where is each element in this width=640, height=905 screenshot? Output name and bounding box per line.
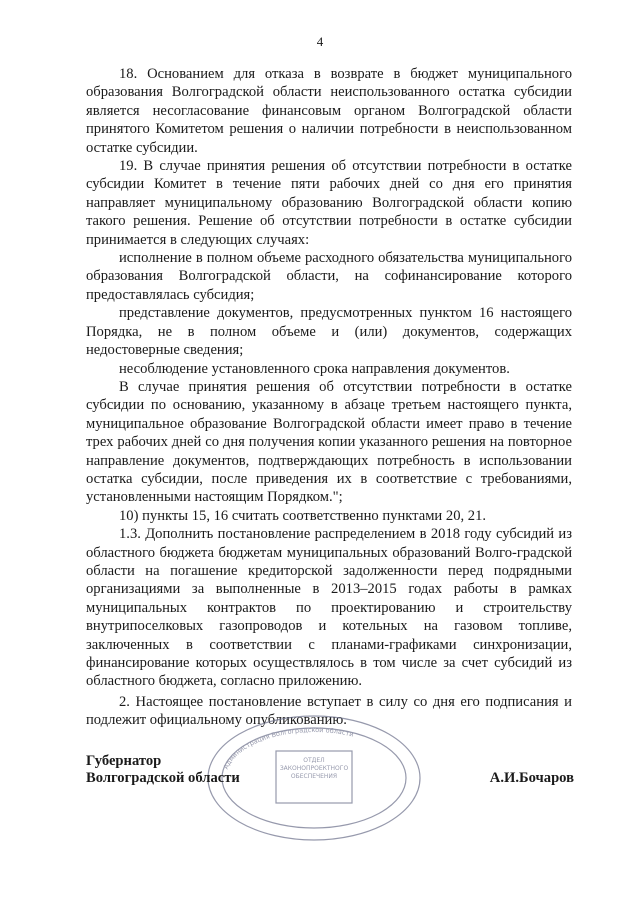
paragraph-19-case-1: исполнение в полном объеме расходного обязательства муниципального образования Волгоградской области, на софинансирование которого предоставлялась субсидия;	[86, 250, 572, 303]
paragraph-19-resubmission: В случае принятия решения об отсутствии потребности в остатке субсидии по основанию, указанному в абзаце третьем настоящего пункта, муниципальное образование Волгоградской области имеет право в течение трех рабочих дней со дня получения копии указанного решения на повторное направление документов, подтверждающих потребность в использовании остатка субсидии, после приведения их в соответствие с требованиями, установленными настоящим Порядком.";	[86, 378, 572, 506]
page-number: 4	[316, 34, 324, 49]
stamp-inner-text: ОТДЕЛ ЗАКОНОПРОЕКТНОГО ОБЕСПЕЧЕНИЯ	[279, 757, 349, 780]
signatory-title	[86, 753, 240, 787]
paragraph-1-3: 1.3. Дополнить постановление распределением в 2018 году субсидий из областного бюджета бюджетам муниципальных образований Волго-градской области на погашение кредиторской задолженности перед подрядными организациями за выполненные в 2013–2015 годах работы в рамках муниципальных контрактов по проектированию и строительству внутрипоселковых газопроводов и котельных на газовом топливе, заключенных в соответствии с планами-графиками синхронизации, финансирование которых осуществлялось в том числе за счет субсидий из областного бюджета, согласно приложению.	[86, 526, 572, 690]
paragraph-19: 19. В случае принятия решения об отсутствии потребности в остатке субсидии Комитет в течение пяти рабочих дней со дня его принятия направляет муниципальному образованию Волгоградской области копию такого решения. Решение об отсутствии потребности в остатке субсидии принимается в следующих случаях:	[86, 158, 572, 248]
signatory-name: А.И.Бочаров	[489, 770, 574, 786]
signatory-title-line-1: Губернатор	[86, 753, 162, 769]
paragraph-2: 2. Настоящее постановление вступает в силу со дня его подписания и подлежит официальному опубликованию.	[86, 693, 572, 729]
signature-block	[86, 725, 574, 813]
stamp-outer-text: Администрация Волгоградской области	[221, 725, 355, 771]
document-body	[86, 65, 572, 730]
paragraph-19-case-2: представление документов, предусмотренных пунктом 16 настоящего Порядка, не в полном объеме и (или) документов, содержащих недостоверные сведения;	[86, 305, 572, 359]
paragraph-18: 18. Основанием для отказа в возврате в бюджет муниципального образования Волгоградской области неиспользованного остатка субсидии является несогласование финансовым органом Волгоградской области принятого Комитетом решения о наличии потребности в неиспользованном остатке субсидии.	[86, 66, 572, 156]
paragraph-item-10: 10) пункты 15, 16 считать соответственно пунктами 20, 21.	[119, 507, 487, 524]
signatory-title-line-2: Волгоградской области	[86, 770, 240, 786]
paragraph-19-case-3: несоблюдение установленного срока направления документов.	[119, 360, 510, 377]
